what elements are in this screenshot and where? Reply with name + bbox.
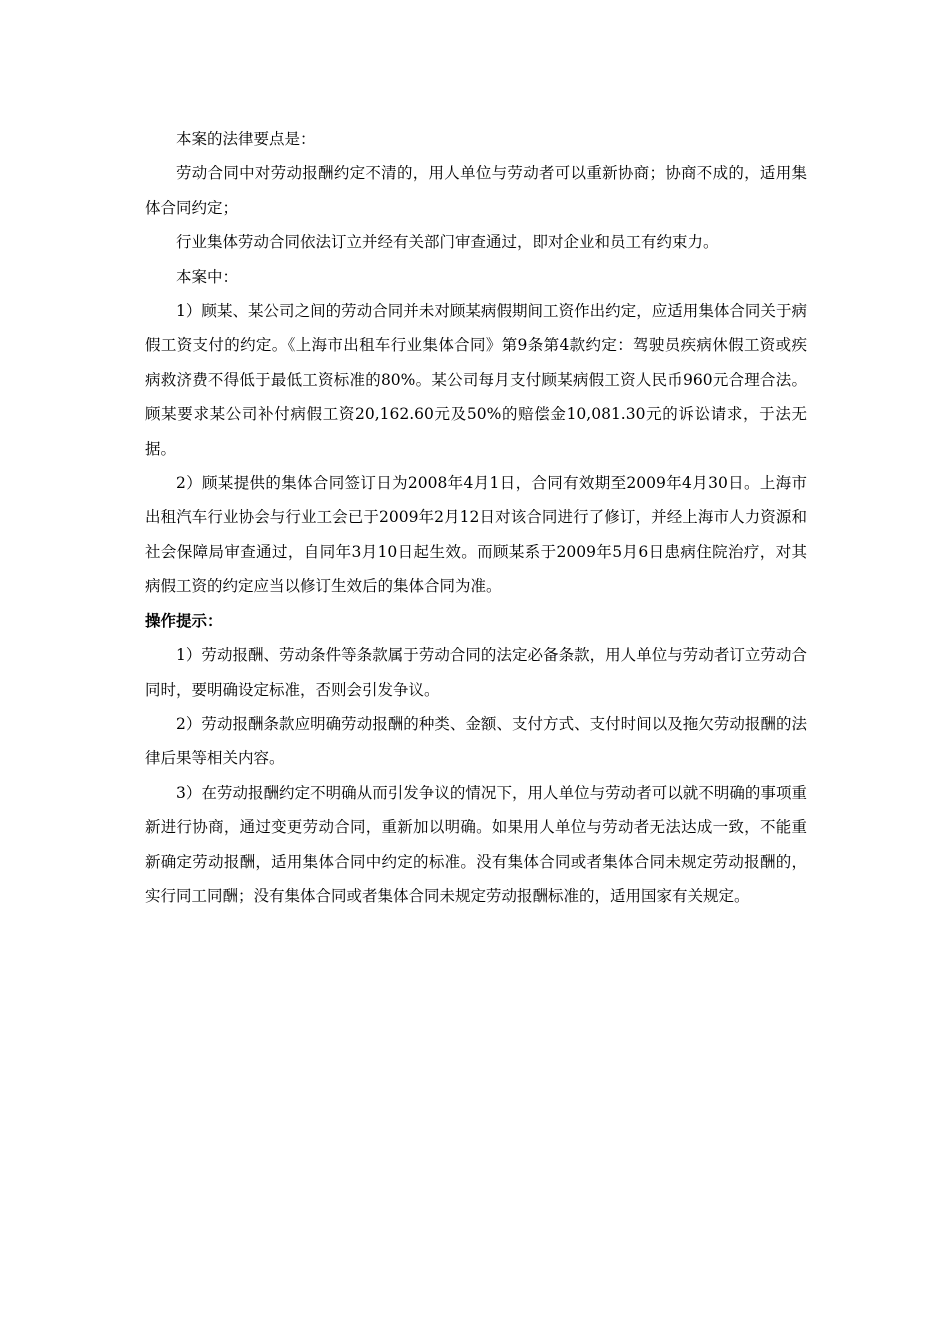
document-body: [145, 122, 807, 913]
legal-points-heading: 本案的法律要点是：: [176, 130, 316, 148]
case-paragraph: 2）顾某提供的集体合同签订日为2008年4月1日，合同有效期至2009年4月30日。上海市出租汽车行业协会与行业工会已于2009年2月12日对该合同进行了修订，并经上海市人力资源和社会保障局审查通过，自同年3月10日起生效。而顾某系于2009年5月6日患病住院治疗，对其病假工资的约定应当以修订生效后的集体合同为准。: [145, 474, 807, 596]
legal-point-paragraph: 行业集体劳动合同依法订立并经有关部门审查通过，即对企业和员工有约束力。: [176, 233, 719, 252]
legal-point-paragraph: 劳动合同中对劳动报酬约定不清的，用人单位与劳动者可以重新协商；协商不成的，适用集体合同约定；: [145, 164, 807, 217]
tip-paragraph: 1）劳动报酬、劳动条件等条款属于劳动合同的法定必备条款，用人单位与劳动者订立劳动合同时，要明确设定标准，否则会引发争议。: [145, 646, 807, 699]
tip-paragraph: 3）在劳动报酬约定不明确从而引发争议的情况下，用人单位与劳动者可以就不明确的事项重新进行协商，通过变更劳动合同，重新加以明确。如果用人单位与劳动者无法达成一致，不能重新确定劳动报酬，适用集体合同中约定的标准。没有集体合同或者集体合同未规定劳动报酬的，实行同工同酬；没有集体合同或者集体合同未规定劳动报酬标准的，适用国家有关规定。: [145, 783, 807, 905]
tips-heading: 操作提示：: [145, 611, 223, 630]
case-paragraph: 1）顾某、某公司之间的劳动合同并未对顾某病假期间工资作出约定，应适用集体合同关于病假工资支付的约定。《上海市出租车行业集体合同》第9条第4款约定：驾驶员疾病休假工资或疾病救济费不得低于最低工资标准的80%。某公司每月支付顾某病假工资人民币960元合理合法。顾某要求某公司补付病假工资20,162.60元及50%的赔偿金10,081.30元的诉讼请求，于法无据。: [145, 302, 807, 458]
tip-paragraph: 2）劳动报酬条款应明确劳动报酬的种类、金额、支付方式、支付时间以及拖欠劳动报酬的法律后果等相关内容。: [145, 714, 807, 768]
case-heading: 本案中：: [176, 267, 239, 286]
